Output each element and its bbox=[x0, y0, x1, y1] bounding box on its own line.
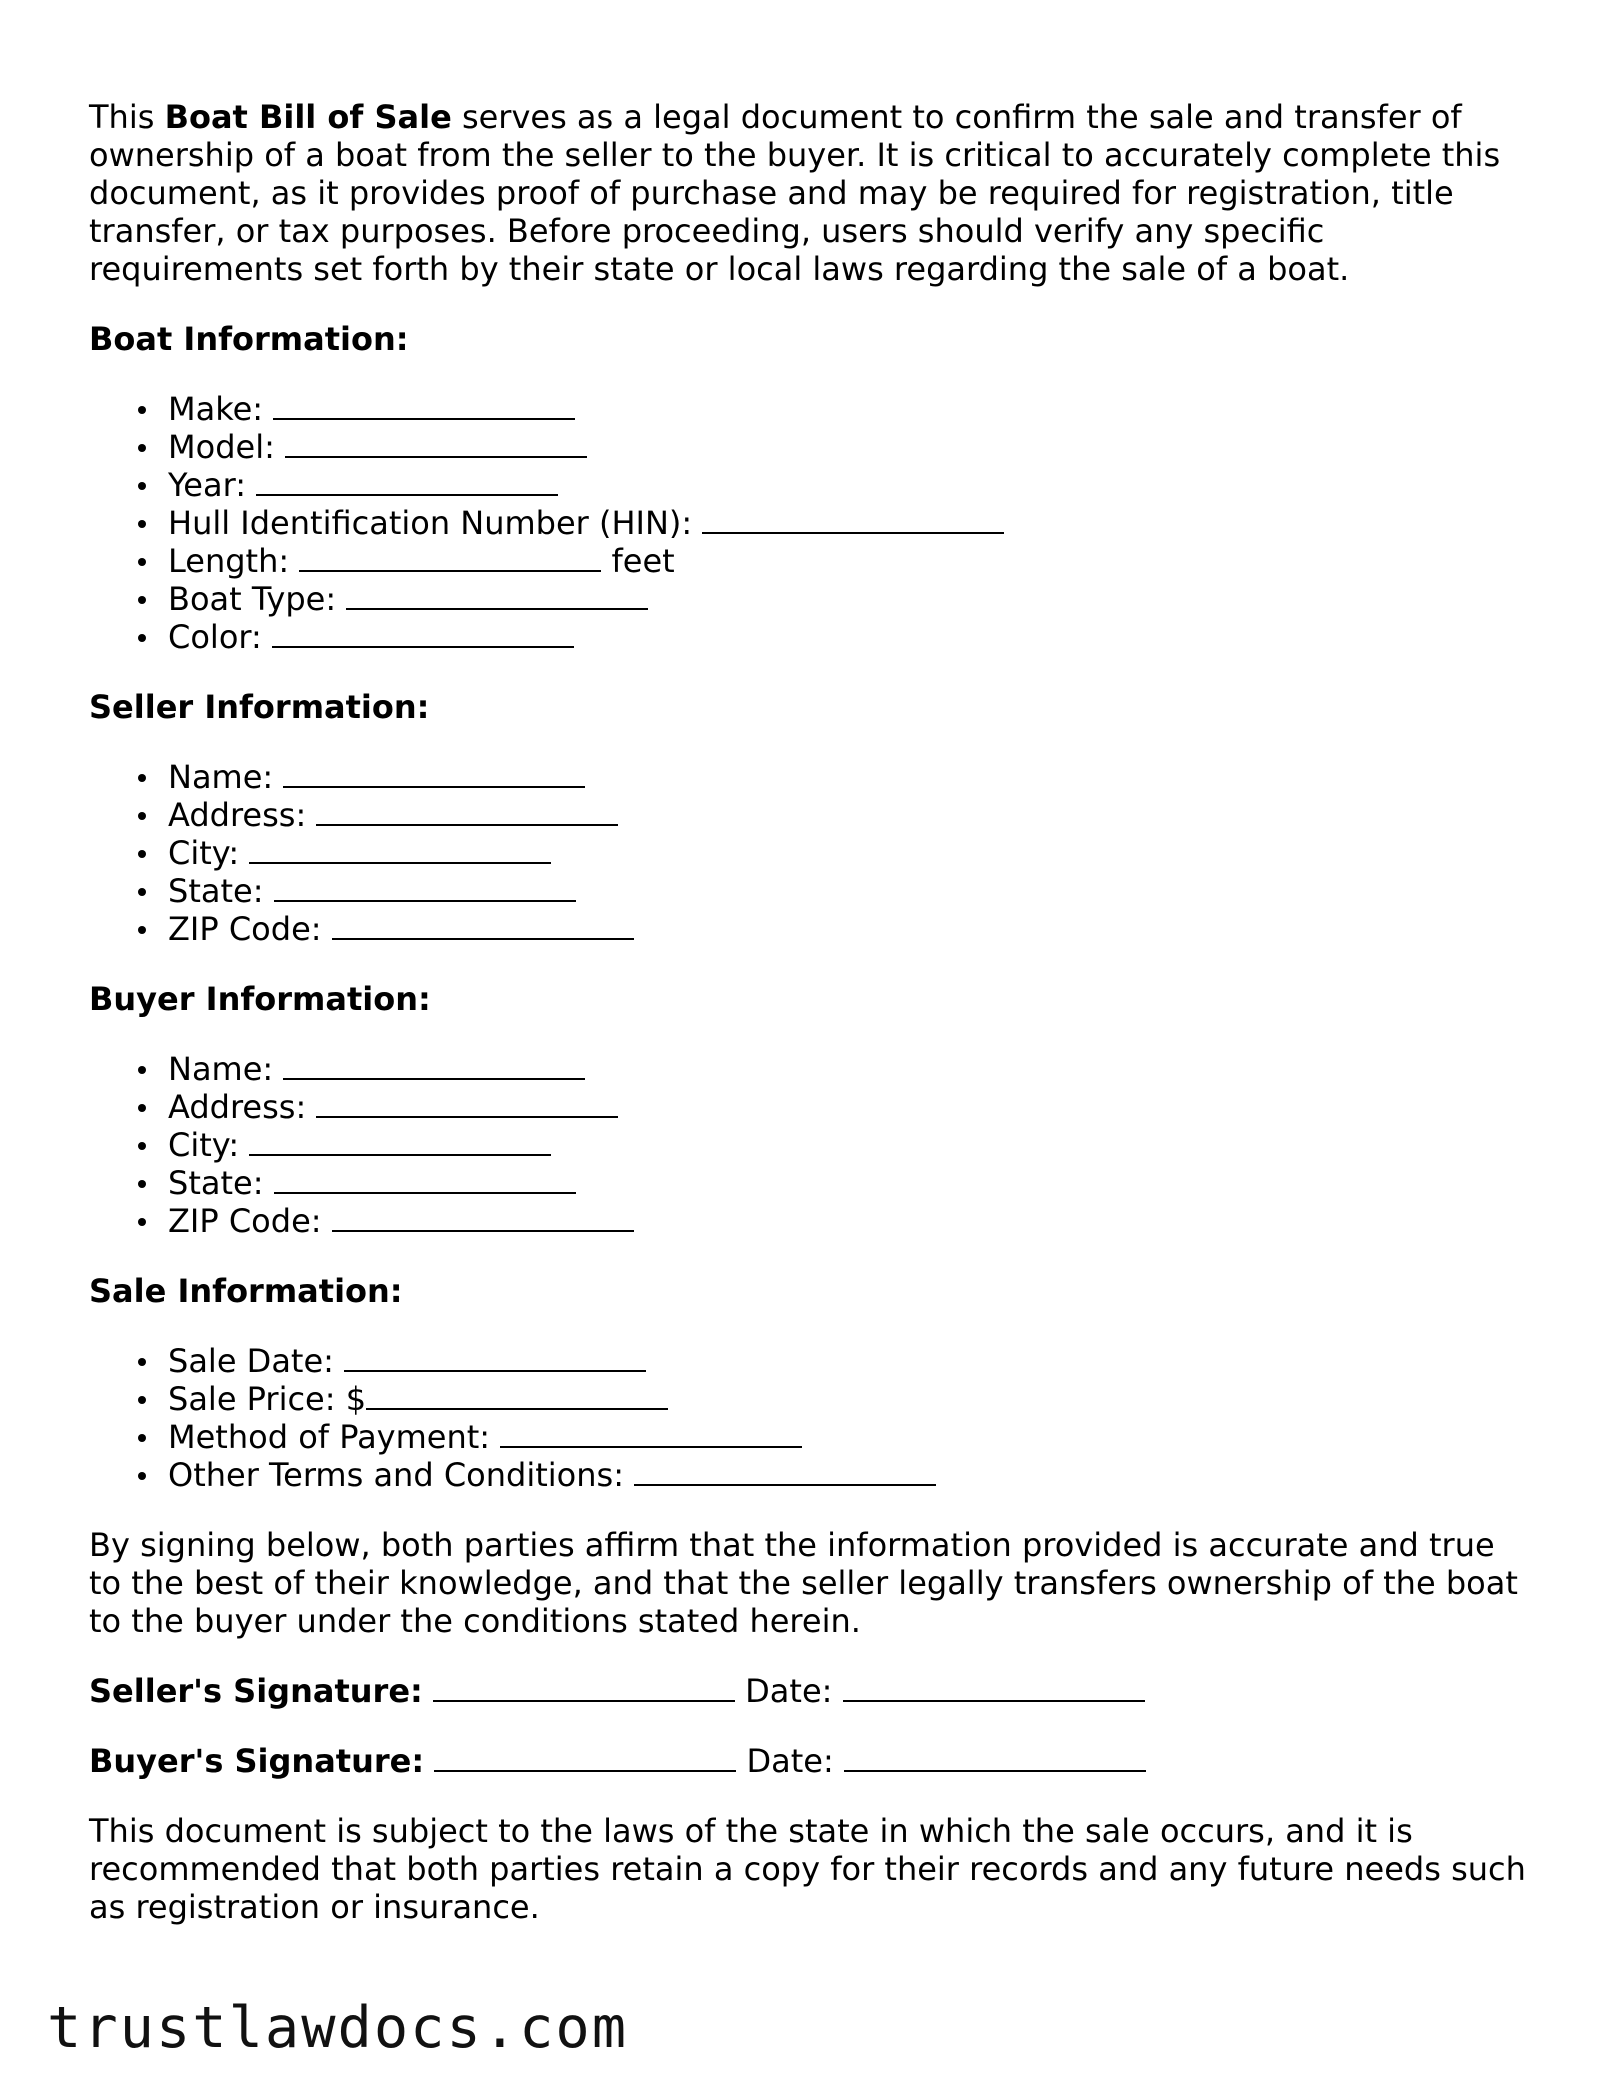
buyer-address-label: Address: bbox=[168, 1088, 307, 1126]
seller-zip-label: ZIP Code: bbox=[168, 910, 322, 948]
list-item bbox=[168, 1164, 1529, 1202]
boat-length-label: Length: bbox=[168, 542, 290, 580]
other-terms-label: Other Terms and Conditions: bbox=[168, 1456, 624, 1494]
boat-year-field[interactable] bbox=[256, 466, 558, 496]
buyer-info-list bbox=[89, 1050, 1529, 1240]
intro-prefix: This bbox=[89, 98, 165, 136]
seller-name-field[interactable] bbox=[283, 758, 585, 788]
boat-color-label: Color: bbox=[168, 618, 262, 656]
buyer-signature-field[interactable] bbox=[434, 1742, 736, 1772]
sale-price-field[interactable] bbox=[366, 1380, 668, 1410]
boat-length-field[interactable] bbox=[299, 542, 601, 572]
sale-info-list bbox=[89, 1342, 1529, 1494]
boat-model-label: Model: bbox=[168, 428, 275, 466]
list-item bbox=[168, 390, 1529, 428]
brand-watermark: trustlawdocs.com bbox=[47, 1995, 629, 2061]
affirmation-paragraph: By signing below, both parties affirm that the information provided is accurate and true to the best of their knowledge, and that the seller legally transfers ownership of the boat to the buyer under the conditions stated herein. bbox=[89, 1526, 1518, 1640]
seller-signature-field[interactable] bbox=[433, 1672, 735, 1702]
list-item bbox=[168, 834, 1529, 872]
payment-method-field[interactable] bbox=[500, 1418, 802, 1448]
boat-year-label: Year: bbox=[168, 466, 246, 504]
seller-state-field[interactable] bbox=[274, 872, 576, 902]
list-item bbox=[168, 1456, 1529, 1494]
boat-model-field[interactable] bbox=[285, 428, 587, 458]
buyer-state-field[interactable] bbox=[274, 1164, 576, 1194]
sale-date-field[interactable] bbox=[344, 1342, 646, 1372]
sale-date-label: Sale Date: bbox=[168, 1342, 334, 1380]
buyer-date-label: Date: bbox=[746, 1742, 834, 1780]
buyer-zip-field[interactable] bbox=[332, 1202, 634, 1232]
sale-info-heading: Sale Information: bbox=[89, 1272, 403, 1310]
seller-state-label: State: bbox=[168, 872, 264, 910]
seller-date-field[interactable] bbox=[843, 1672, 1145, 1702]
list-item bbox=[168, 1342, 1529, 1380]
document-title: Boat Bill of Sale bbox=[164, 98, 452, 136]
list-item bbox=[168, 910, 1529, 948]
buyer-zip-label: ZIP Code: bbox=[168, 1202, 322, 1240]
seller-city-field[interactable] bbox=[249, 834, 551, 864]
boat-info-heading: Boat Information: bbox=[89, 320, 409, 358]
list-item bbox=[168, 618, 1529, 656]
payment-method-label: Method of Payment: bbox=[168, 1418, 491, 1456]
document-body bbox=[89, 98, 1529, 1926]
closing-paragraph: This document is subject to the laws of the state in which the sale occurs, and it is recommended that both parties retain a copy for their records and any future needs such as registration or insurance. bbox=[89, 1812, 1526, 1926]
boat-make-label: Make: bbox=[168, 390, 264, 428]
sale-price-label: Sale Price: $ bbox=[168, 1380, 367, 1418]
seller-date-label: Date: bbox=[745, 1672, 833, 1710]
other-terms-field[interactable] bbox=[634, 1456, 936, 1486]
seller-zip-field[interactable] bbox=[332, 910, 634, 940]
boat-info-list bbox=[89, 390, 1529, 656]
buyer-signature-label: Buyer's Signature: bbox=[89, 1742, 425, 1780]
seller-name-label: Name: bbox=[168, 758, 274, 796]
buyer-address-field[interactable] bbox=[316, 1088, 618, 1118]
intro-text: serves as a legal document to confirm the sale and transfer of ownership of a boat from the seller to the buyer. It is critical to accurately complete this document, as it provides proof of purchase and may be required for registration, title transfer, or tax purposes. Before proceeding, users should verify any specific requirements set forth by their state or local laws regarding the sale of a boat. bbox=[89, 98, 1501, 288]
list-item bbox=[168, 1202, 1529, 1240]
list-item bbox=[168, 1088, 1529, 1126]
seller-signature-line bbox=[89, 1672, 1529, 1710]
list-item bbox=[168, 872, 1529, 910]
buyer-city-label: City: bbox=[168, 1126, 240, 1164]
buyer-name-field[interactable] bbox=[283, 1050, 585, 1080]
boat-type-label: Boat Type: bbox=[168, 580, 337, 618]
boat-hin-label: Hull Identification Number (HIN): bbox=[168, 504, 693, 542]
seller-signature-label: Seller's Signature: bbox=[89, 1672, 423, 1710]
list-item bbox=[168, 796, 1529, 834]
seller-address-field[interactable] bbox=[316, 796, 618, 826]
list-item bbox=[168, 428, 1529, 466]
intro-paragraph bbox=[89, 98, 1519, 288]
boat-hin-field[interactable] bbox=[702, 504, 1004, 534]
list-item bbox=[168, 504, 1529, 542]
buyer-date-field[interactable] bbox=[844, 1742, 1146, 1772]
boat-length-unit: feet bbox=[611, 542, 675, 580]
buyer-info-heading: Buyer Information: bbox=[89, 980, 431, 1018]
list-item bbox=[168, 1418, 1529, 1456]
list-item bbox=[168, 1126, 1529, 1164]
buyer-name-label: Name: bbox=[168, 1050, 274, 1088]
boat-color-field[interactable] bbox=[272, 618, 574, 648]
buyer-signature-line bbox=[89, 1742, 1529, 1780]
seller-address-label: Address: bbox=[168, 796, 307, 834]
buyer-state-label: State: bbox=[168, 1164, 264, 1202]
boat-make-field[interactable] bbox=[273, 390, 575, 420]
boat-type-field[interactable] bbox=[346, 580, 648, 610]
buyer-city-field[interactable] bbox=[249, 1126, 551, 1156]
seller-info-heading: Seller Information: bbox=[89, 688, 430, 726]
list-item bbox=[168, 1050, 1529, 1088]
list-item bbox=[168, 466, 1529, 504]
seller-info-list bbox=[89, 758, 1529, 948]
list-item bbox=[168, 580, 1529, 618]
list-item bbox=[168, 1380, 1529, 1418]
seller-city-label: City: bbox=[168, 834, 240, 872]
list-item bbox=[168, 542, 1529, 580]
list-item bbox=[168, 758, 1529, 796]
